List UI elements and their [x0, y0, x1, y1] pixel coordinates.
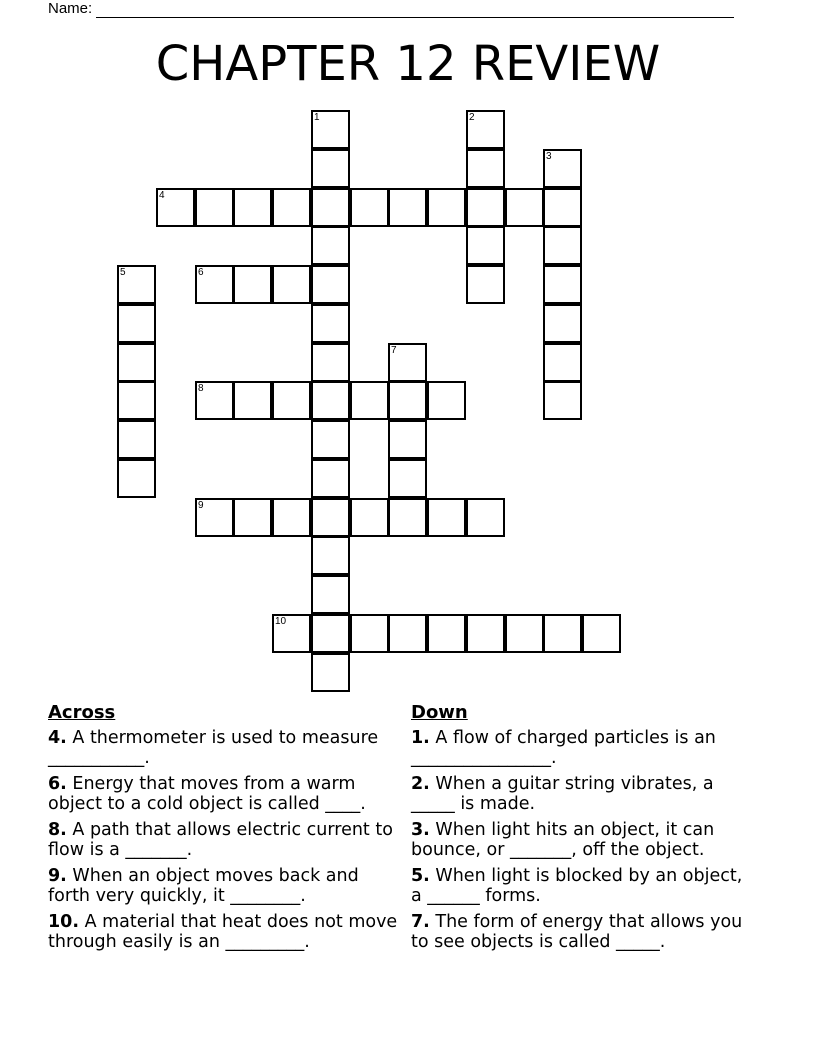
grid-cell[interactable] — [543, 343, 582, 382]
clue-number: 3 — [546, 151, 552, 162]
clue-number: 8 — [198, 383, 204, 394]
grid-cell[interactable] — [311, 614, 350, 653]
grid-cell[interactable] — [311, 110, 350, 149]
clue-number: 5 — [120, 267, 126, 278]
clue-across-8: 8. A path that allows electric current to flow is a _______. — [48, 820, 393, 860]
grid-cell[interactable] — [233, 498, 272, 537]
clue-number: 2 — [469, 112, 475, 123]
grid-cell[interactable] — [543, 614, 582, 653]
grid-cell[interactable] — [543, 265, 582, 304]
clue-down-2: 2. When a guitar string vibrates, a _____ is made. — [411, 774, 714, 814]
grid-cell[interactable] — [311, 149, 350, 188]
grid-cell[interactable] — [388, 614, 427, 653]
grid-cell[interactable] — [350, 381, 389, 420]
grid-cell[interactable] — [117, 304, 156, 343]
clue-across-10: 10. A material that heat does not move through easily is an _________. — [48, 912, 398, 952]
grid-cell[interactable] — [350, 188, 389, 227]
clue-number: 6 — [198, 267, 204, 278]
grid-cell[interactable] — [543, 188, 582, 227]
grid-cell[interactable] — [582, 614, 621, 653]
grid-cell[interactable] — [311, 188, 350, 227]
clue-number: 1 — [314, 112, 320, 123]
grid-cell[interactable] — [311, 265, 350, 304]
grid-cell[interactable] — [427, 614, 466, 653]
clue-down-5: 5. When light is blocked by an object, a ______ forms. — [411, 866, 743, 906]
grid-cell[interactable] — [311, 459, 350, 498]
grid-cell[interactable] — [195, 265, 234, 304]
across-heading: Across — [48, 702, 116, 723]
clue-across-6: 6. Energy that moves from a warm object to a cold object is called ____. — [48, 774, 366, 814]
name-field[interactable] — [48, 0, 734, 18]
clue-down-1: 1. A flow of charged particles is an ________________. — [411, 728, 716, 768]
grid-cell[interactable] — [388, 459, 427, 498]
grid-cell[interactable] — [311, 498, 350, 537]
grid-cell[interactable] — [543, 226, 582, 265]
grid-cell[interactable] — [543, 381, 582, 420]
grid-cell[interactable] — [117, 265, 156, 304]
grid-cell[interactable] — [195, 498, 234, 537]
grid-cell[interactable] — [388, 188, 427, 227]
grid-cell[interactable] — [427, 498, 466, 537]
clue-number: 7 — [391, 345, 397, 356]
grid-cell[interactable] — [388, 343, 427, 382]
clue-across-9: 9. When an object moves back and forth very quickly, it ________. — [48, 866, 359, 906]
grid-cell[interactable] — [543, 149, 582, 188]
grid-cell[interactable] — [272, 265, 311, 304]
grid-cell[interactable] — [350, 614, 389, 653]
down-clues — [411, 702, 756, 958]
grid-cell[interactable] — [311, 304, 350, 343]
grid-cell[interactable] — [272, 188, 311, 227]
grid-cell[interactable] — [466, 149, 505, 188]
name-blank-line[interactable] — [96, 3, 734, 18]
grid-cell[interactable] — [311, 343, 350, 382]
grid-cell[interactable] — [466, 226, 505, 265]
grid-cell[interactable] — [466, 265, 505, 304]
grid-cell[interactable] — [311, 575, 350, 614]
grid-cell[interactable] — [233, 265, 272, 304]
grid-cell[interactable] — [311, 420, 350, 459]
grid-cell[interactable] — [543, 304, 582, 343]
grid-cell[interactable] — [233, 381, 272, 420]
grid-cell[interactable] — [466, 498, 505, 537]
grid-cell[interactable] — [505, 188, 544, 227]
grid-cell[interactable] — [117, 381, 156, 420]
grid-cell[interactable] — [311, 653, 350, 692]
grid-cell[interactable] — [311, 536, 350, 575]
grid-cell[interactable] — [117, 343, 156, 382]
grid-cell[interactable] — [117, 459, 156, 498]
grid-cell[interactable] — [311, 381, 350, 420]
grid-cell[interactable] — [311, 226, 350, 265]
grid-cell[interactable] — [466, 110, 505, 149]
name-label: Name: — [48, 0, 93, 17]
clue-down-3: 3. When light hits an object, it can bounce, or _______, off the object. — [411, 820, 715, 860]
grid-cell[interactable] — [427, 381, 466, 420]
grid-cell[interactable] — [388, 381, 427, 420]
grid-cell[interactable] — [388, 420, 427, 459]
page-title: CHAPTER 12 REVIEW — [155, 36, 661, 92]
grid-cell[interactable] — [272, 498, 311, 537]
grid-cell[interactable] — [195, 188, 234, 227]
down-heading: Down — [411, 702, 468, 723]
grid-cell[interactable] — [272, 381, 311, 420]
across-clues — [48, 702, 403, 958]
grid-cell[interactable] — [388, 498, 427, 537]
grid-cell[interactable] — [350, 498, 389, 537]
grid-cell[interactable] — [466, 188, 505, 227]
grid-cell[interactable] — [117, 420, 156, 459]
clue-number: 4 — [159, 190, 165, 201]
grid-cell[interactable] — [427, 188, 466, 227]
grid-cell[interactable] — [505, 614, 544, 653]
grid-cell[interactable] — [156, 188, 195, 227]
grid-cell[interactable] — [195, 381, 234, 420]
clue-across-4: 4. A thermometer is used to measure ___________. — [48, 728, 379, 768]
grid-cell[interactable] — [466, 614, 505, 653]
clue-number: 9 — [198, 500, 204, 511]
clue-down-7: 7. The form of energy that allows you to see objects is called _____. — [411, 912, 743, 952]
clue-number: 10 — [275, 616, 287, 627]
grid-cell[interactable] — [233, 188, 272, 227]
grid-cell[interactable] — [272, 614, 311, 653]
